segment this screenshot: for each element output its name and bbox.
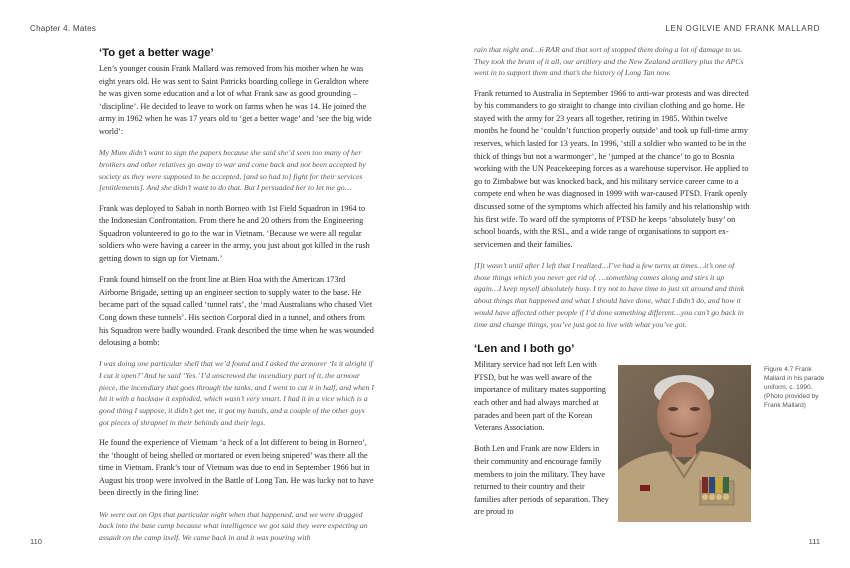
figure-photo-frank-mallard xyxy=(618,365,751,522)
paragraph: Frank returned to Australia in September 1966 to anti-war protests and was directed by his commanders to go straight to change into civilian clothing and go home. He stayed with the army for 23 years all together, retiring in 1985. Within twelve months he found he ‘couldn’t function properly outside’ and took up full-time army reserves, which lasted for 13 years. In 1996, ‘still a soldier who wanted to be in the thick of things but not a warmonger’, he ‘jumped at the chance’ to go to Bosnia working with the UN Peacekeeping forces as a warehouse supervisor. He applied to go to Zimbabwe but was knocked back, and his military service career came to a compete end when he was diagnosed in 1999 with war-caused PTSD. Frank openly discussed some of the symptoms which affected his family and his relationship with his first wife. To ward off the symptoms of PTSD he keeps ‘absolutely busy’ on school boards, with the RSL, and a wide range of organisations to support ex-servicemen and their families. xyxy=(474,88,750,249)
paragraph: He found the experience of Vietnam ‘a heck of a lot different to being in Borneo’, the ‘thought of being shelled or mortared or even being snipered’ was there all the time in Vietnam. Frank’s tour of Vietnam was due to end in September 1966 but in August his troop were involved in the Battle of Long Tan. He was lucky not to have been directly in the firing line: xyxy=(99,438,374,498)
running-head-chapter: Chapter 4. Mates xyxy=(30,24,97,33)
section-heading-better-wage: ‘To get a better wage’ xyxy=(99,47,214,59)
portrait-image xyxy=(618,365,751,522)
section-heading-len-and-i: ‘Len and I both go’ xyxy=(474,343,575,356)
block-quote: [I]t wasn’t until after I left that I realized…I’ve had a few turns at times…it’s one of those things which you never get rid of. …something comes along and stirs it up again…I keep myself absolutely busy. I try not to have time to just sit around and think about things that happened and what I should have done, what I didn’t do, and how it would have affected other people if I’d done something different…you can’t go back in time and change things, you’ve just got to live with what you’ve got. xyxy=(474,261,745,329)
page-number-right: 111 xyxy=(808,537,820,546)
paragraph: Frank was deployed to Sabah in north Borneo with 1st Field Squadron in 1964 to the Indonesian Confrontation. From there he and 20 others from the Engineering Squadron volunteered to go to the war in Vietnam. ‘Because we were all regular soldiers who were having a career in the army, you just about got killed in the rush getting down to sign up for Vietnam.’ xyxy=(99,203,370,263)
paragraph: Both Len and Frank are now Elders in their community and encourage family members to join the military. They have returned to their country and their families after periods of separation. They are proud to xyxy=(474,444,609,517)
block-quote: rain that night and…6 RAR and that sort of stopped them doing a lot of damage to us. They took the brunt of it all, our artillery and the New Zealand artillery plus the APCs went in to support them and that’s the history of Long Tan now. xyxy=(474,45,744,78)
paragraph: Frank found himself on the front line at Bien Hoa with the American 173rd Airborne Brigade, setting up an engineer section to supply water to the base. He became part of the squad called ‘tunnel rats’, the ‘mad Australians who chased Viet Cong down these tunnels’. His section Corporal died in a tunnel, and others from his Squadron were badly wounded. Frank described the time when he was wounded delousing a bomb: xyxy=(99,275,374,348)
running-head-title: LEN OGILVIE AND FRANK MALLARD xyxy=(665,24,820,33)
page-number-left: 110 xyxy=(30,537,42,546)
paragraph: Len’s younger cousin Frank Mallard was removed from his mother when he was eight years old. He was sent to Saint Patricks boarding college in Geraldton where he was given some education and a lot of what Frank saw as good grounding – ‘discipline’. He decided to leave to work on farms when he was 14. He joined the army in 1962 when he was 17 years old to ‘get a better wage’ and ‘see the big wide world’: xyxy=(99,64,372,136)
block-quote: My Mum didn’t want to sign the papers because she said she’d seen too many of her brothers and other relatives go away to war and come back and not been accepted by society as they were supposed to be accepted, [and so had to] fight for their services [entitlements]. And she didn’t want to do that. But I persuaded her to let me go… xyxy=(99,148,366,193)
figure-caption: Figure 4.7 Frank Mallard in his parade uniform, c. 1990. (Photo provided by Frank Mallard) xyxy=(764,366,825,409)
block-quote: We were out on Ops that particular night when that happened, and we were dragged back into the base camp because what intelligence we got said they were expecting an assault on the camp itself. We came back in and it was pouring with xyxy=(99,509,368,543)
paragraph: Military service had not left Len with PTSD, but he was well aware of the importance of military mates supporting each other and had always marched at parades and been part of the Korean Veterans Association. xyxy=(474,360,606,433)
left-page-column xyxy=(99,46,375,552)
block-quote: I was doing one particular shell that we’d found and I asked the armorer ‘Is it alright if I cut it open?’ And he said ‘Yes.’ I’d unscrewed the incendiary part of it, the armour piece, the incendiary that goes through the tanks, and I went to cut it in half, and when I hit it with a hacksaw it exploded, which wasn’t very smart. I had it in a vice which is a good thing I suppose, it didn’t get me, it got my hands, and a couple of the other guys got pieces of shrapnel in their behinds and their legs. xyxy=(99,359,374,427)
